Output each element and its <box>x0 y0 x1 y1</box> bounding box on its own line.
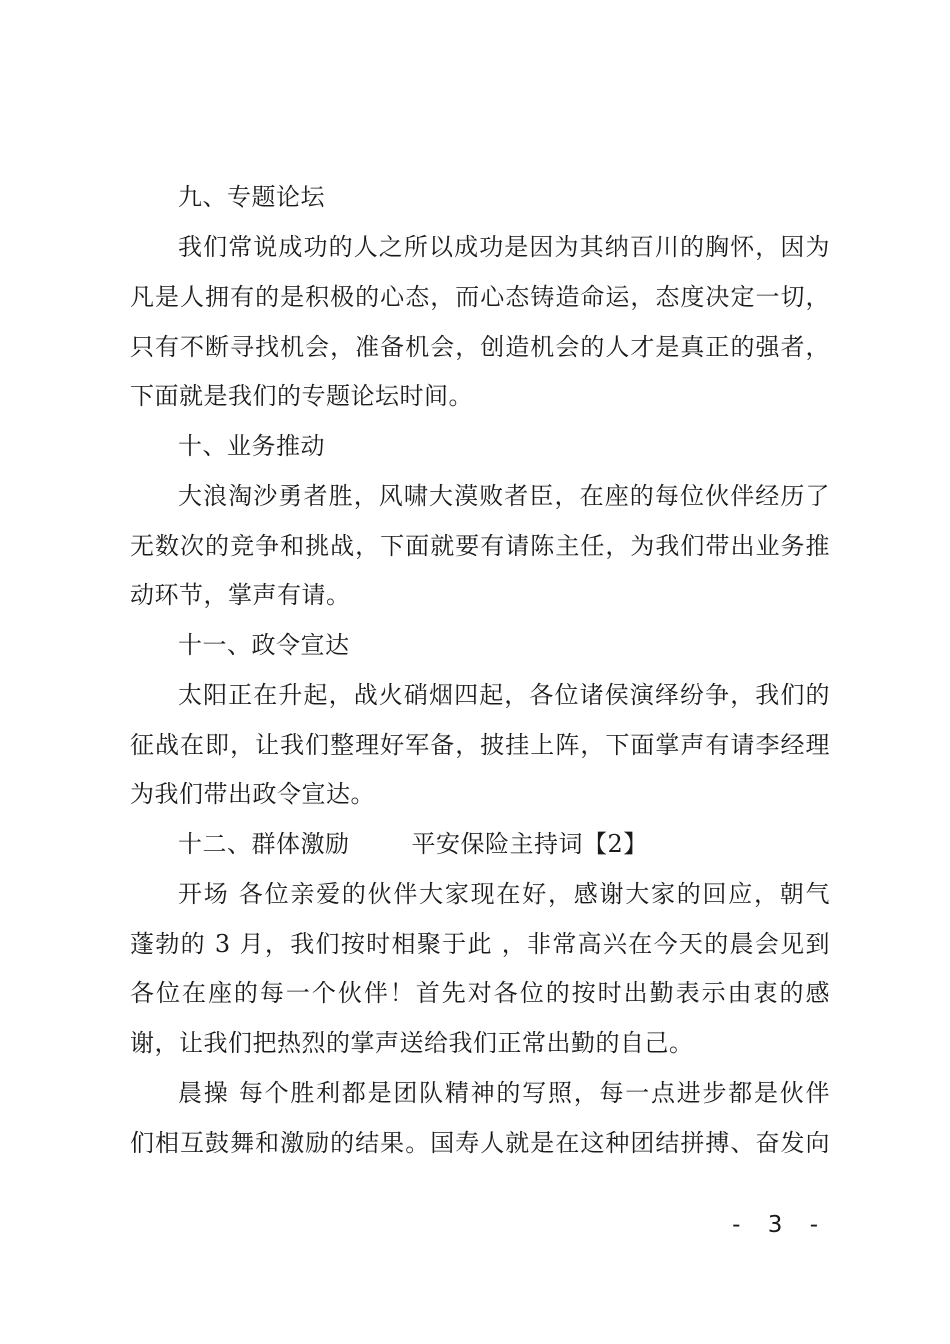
paragraph-line: 们相互鼓舞和激励的结果。国寿人就是在这种团结拼搏、奋发向 <box>130 1129 830 1157</box>
section-heading: 十一、政令宣达 <box>178 631 350 659</box>
paragraph-line: 征战在即，让我们整理好军备，披挂上阵，下面掌声有请李经理 <box>130 731 830 759</box>
paragraph-line: 谢，让我们把热烈的掌声送给我们正常出勤的自己。 <box>130 1029 694 1057</box>
section-heading: 九、专题论坛 <box>178 183 325 211</box>
paragraph-line: 我们常说成功的人之所以成功是因为其纳百川的胸怀，因为 <box>178 233 830 261</box>
document-title: 平安保险主持词【2】 <box>411 830 648 858</box>
paragraph-line: 各位在座的每一个伙伴！首先对各位的按时出勤表示由衷的感 <box>130 979 830 1007</box>
paragraph-line: 动环节，掌声有请。 <box>130 581 351 609</box>
paragraph-line: 为我们带出政令宣达。 <box>130 780 375 808</box>
paragraph-line: 太阳正在升起，战火硝烟四起，各位诸侯演绎纷争，我们的 <box>178 681 830 709</box>
paragraph-line: 凡是人拥有的是积极的心态，而心态铸造命运，态度决定一切， <box>130 283 830 311</box>
section-heading <box>178 828 830 860</box>
page-number: - 3 - <box>732 1212 828 1238</box>
paragraph-line: 开场 各位亲爱的伙伴大家现在好，感谢大家的回应，朝气 <box>178 880 830 908</box>
paragraph-line: 无数次的竞争和挑战，下面就要有请陈主任，为我们带出业务推 <box>130 532 830 560</box>
section-heading: 十、业务推动 <box>178 432 325 460</box>
paragraph-line: 蓬勃的 3 月，我们按时相聚于此 ，非常高兴在今天的晨会见到 <box>130 930 830 958</box>
paragraph-line: 下面就是我们的专题论坛时间。 <box>130 382 473 410</box>
paragraph-line: 晨操 每个胜利都是团队精神的写照，每一点进步都是伙伴 <box>178 1079 830 1107</box>
paragraph-line: 大浪淘沙勇者胜，风啸大漠败者臣，在座的每位伙伴经历了 <box>178 482 830 510</box>
section-heading-text: 十二、群体激励 <box>178 830 350 858</box>
paragraph-line: 只有不断寻找机会，准备机会，创造机会的人才是真正的强者， <box>130 333 830 361</box>
